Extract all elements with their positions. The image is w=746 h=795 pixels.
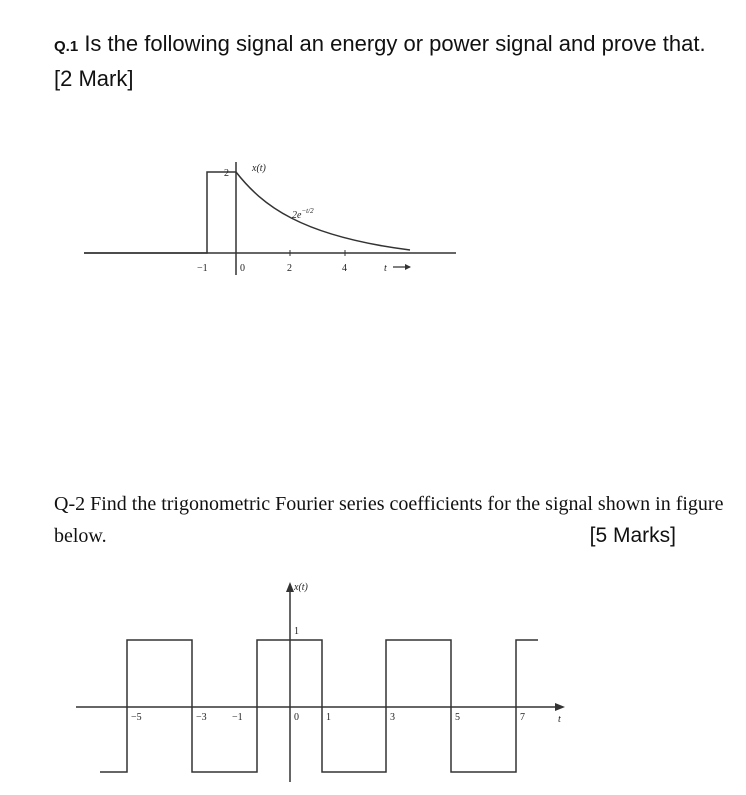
- q2-signal-label: x(t): [294, 582, 308, 593]
- q1-axis-label: t: [384, 263, 387, 274]
- q2-tick-label: 1: [326, 712, 331, 723]
- q2-tick-label: −3: [196, 712, 207, 723]
- q2-tick-label: 7: [520, 712, 525, 723]
- q2-tick-label: −1: [232, 712, 243, 723]
- q2-tick-label: 5: [455, 712, 460, 723]
- question-2-text: Q-2 Find the trigonometric Fourier series coefficients for the signal shown in figure below.: [54, 493, 724, 547]
- q2-tick-label: −5: [131, 712, 142, 723]
- question-1-number: Q.1: [54, 38, 79, 55]
- question-1-marks: [2 Mark]: [54, 66, 134, 91]
- q2-time-axis-arrow: [555, 703, 565, 711]
- q2-amplitude-label: 1: [294, 626, 299, 637]
- q1-tick-label: −1: [197, 263, 208, 274]
- q1-axis-arrow-head: [405, 264, 411, 270]
- q1-tick-label: 2: [287, 263, 292, 274]
- q1-amplitude-label: 2: [224, 168, 229, 179]
- q2-tick-label: 0: [294, 712, 299, 723]
- question-2: [54, 488, 734, 552]
- q1-curve-label-exponent: −t/2: [301, 207, 314, 215]
- q2-tick-label: 3: [390, 712, 395, 723]
- q1-pulse-segment: [84, 172, 236, 253]
- q1-exponential-curve: [236, 172, 410, 250]
- q1-signal-label: x(t): [252, 163, 266, 174]
- q2-figure: [76, 582, 565, 782]
- q1-tick-label: 4: [342, 263, 347, 274]
- q2-axis-label: t: [558, 714, 561, 725]
- q1-figure: [84, 162, 456, 275]
- q2-square-wave: [100, 640, 538, 772]
- question-1-text: Is the following signal an energy or power signal and prove that.: [84, 31, 706, 56]
- question-2-marks: [5 Marks]: [589, 524, 676, 547]
- q2-amplitude-axis-arrow: [286, 582, 294, 592]
- q1-tick-label: 0: [240, 263, 245, 274]
- q1-curve-label-base: 2e: [292, 210, 302, 221]
- q1-curve-label: [292, 207, 314, 221]
